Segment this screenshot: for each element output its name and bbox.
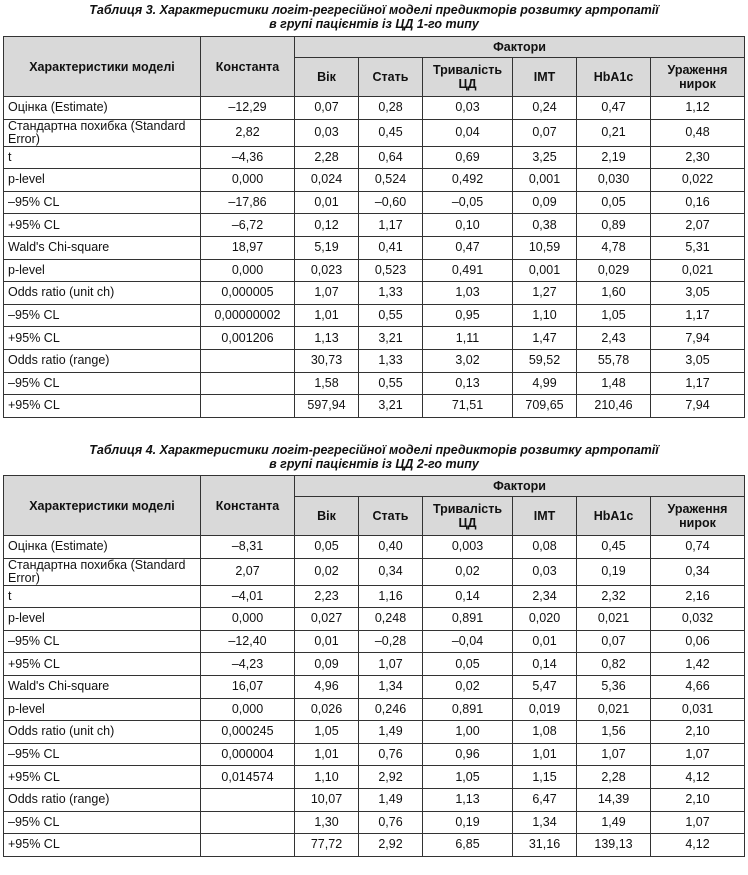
- cell-factor-value: 0,05: [423, 653, 513, 676]
- table-3-caption: [0, 3, 748, 31]
- cell-factor-value: 1,05: [577, 304, 651, 327]
- table-row: [4, 236, 745, 259]
- row-label: Odds ratio (unit ch): [4, 282, 201, 305]
- cell-factor-value: 3,05: [651, 282, 745, 305]
- table-row: [4, 97, 745, 120]
- table-row: [4, 372, 745, 395]
- row-label: Odds ratio (range): [4, 788, 201, 811]
- row-label: Стандартна похибка (Standard Error): [4, 558, 201, 585]
- row-label: Стандартна похибка (Standard Error): [4, 119, 201, 146]
- cell-factor-value: 3,05: [651, 349, 745, 372]
- cell-factor-value: 2,34: [513, 585, 577, 608]
- header-factors: Фактори: [295, 476, 745, 497]
- table-row: [4, 811, 745, 834]
- table-row: [4, 721, 745, 744]
- cell-factor-value: 0,029: [577, 259, 651, 282]
- cell-factor-value: 1,17: [651, 372, 745, 395]
- cell-factor-value: 0,03: [423, 97, 513, 120]
- cell-constant: 0,014574: [201, 766, 295, 789]
- cell-factor-value: 71,51: [423, 395, 513, 418]
- cell-constant: 0,000: [201, 698, 295, 721]
- cell-factor-value: 5,19: [295, 236, 359, 259]
- row-label: +95% CL: [4, 395, 201, 418]
- cell-constant: –8,31: [201, 536, 295, 559]
- cell-constant: [201, 811, 295, 834]
- cell-factor-value: 4,12: [651, 834, 745, 857]
- cell-constant: 16,07: [201, 675, 295, 698]
- row-label: t: [4, 585, 201, 608]
- table-row: [4, 146, 745, 169]
- cell-factor-value: 1,01: [295, 304, 359, 327]
- cell-factor-value: 0,48: [651, 119, 745, 146]
- cell-factor-value: 0,07: [513, 119, 577, 146]
- cell-factor-value: 0,08: [513, 536, 577, 559]
- cell-factor-value: 1,13: [423, 788, 513, 811]
- row-label: –95% CL: [4, 372, 201, 395]
- cell-factor-value: 59,52: [513, 349, 577, 372]
- cell-factor-value: 0,031: [651, 698, 745, 721]
- cell-constant: [201, 788, 295, 811]
- row-label: p-level: [4, 259, 201, 282]
- header-factor-hba1c: HbA1c: [577, 497, 651, 536]
- cell-constant: 0,001206: [201, 327, 295, 350]
- cell-factor-value: 14,39: [577, 788, 651, 811]
- table-row: [4, 214, 745, 237]
- cell-factor-value: 0,16: [651, 191, 745, 214]
- cell-factor-value: 0,024: [295, 169, 359, 192]
- cell-factor-value: 0,891: [423, 698, 513, 721]
- cell-factor-value: 0,19: [423, 811, 513, 834]
- cell-constant: 2,07: [201, 558, 295, 585]
- cell-constant: –4,01: [201, 585, 295, 608]
- cell-factor-value: 4,96: [295, 675, 359, 698]
- cell-constant: 0,000005: [201, 282, 295, 305]
- cell-factor-value: 1,08: [513, 721, 577, 744]
- cell-factor-value: 0,82: [577, 653, 651, 676]
- row-label: p-level: [4, 169, 201, 192]
- cell-factor-value: 1,17: [651, 304, 745, 327]
- row-label: –95% CL: [4, 811, 201, 834]
- table-row: [4, 536, 745, 559]
- cell-factor-value: 77,72: [295, 834, 359, 857]
- header-factor-duration: Тривалість ЦД: [423, 58, 513, 97]
- cell-constant: 0,000: [201, 608, 295, 631]
- cell-factor-value: 1,15: [513, 766, 577, 789]
- cell-factor-value: 1,58: [295, 372, 359, 395]
- cell-factor-value: 0,05: [577, 191, 651, 214]
- table-row: [4, 698, 745, 721]
- cell-factor-value: 0,12: [295, 214, 359, 237]
- table-4-caption-line-2: в групі пацієнтів із ЦД 2-го типу: [269, 457, 479, 471]
- cell-factor-value: 0,019: [513, 698, 577, 721]
- cell-factor-value: 3,02: [423, 349, 513, 372]
- cell-factor-value: 1,60: [577, 282, 651, 305]
- cell-constant: 0,000: [201, 169, 295, 192]
- cell-factor-value: 1,07: [651, 811, 745, 834]
- cell-factor-value: 1,00: [423, 721, 513, 744]
- cell-factor-value: 10,59: [513, 236, 577, 259]
- row-label: p-level: [4, 698, 201, 721]
- cell-factor-value: 1,01: [295, 743, 359, 766]
- cell-factor-value: 0,41: [359, 236, 423, 259]
- cell-factor-value: 2,10: [651, 788, 745, 811]
- cell-factor-value: 1,05: [423, 766, 513, 789]
- cell-factor-value: 0,022: [651, 169, 745, 192]
- cell-factor-value: 139,13: [577, 834, 651, 857]
- cell-factor-value: 1,34: [513, 811, 577, 834]
- table-4-body: [4, 536, 745, 857]
- table-3-body: [4, 97, 745, 418]
- cell-factor-value: 1,49: [359, 788, 423, 811]
- cell-factor-value: 0,023: [295, 259, 359, 282]
- cell-factor-value: 0,026: [295, 698, 359, 721]
- cell-factor-value: 0,34: [359, 558, 423, 585]
- cell-factor-value: 2,16: [651, 585, 745, 608]
- cell-factor-value: 1,10: [295, 766, 359, 789]
- cell-factor-value: 4,12: [651, 766, 745, 789]
- cell-factor-value: 0,95: [423, 304, 513, 327]
- cell-factor-value: 0,21: [577, 119, 651, 146]
- cell-factor-value: 0,030: [577, 169, 651, 192]
- cell-factor-value: 0,021: [651, 259, 745, 282]
- table-row: [4, 282, 745, 305]
- cell-factor-value: 0,01: [295, 191, 359, 214]
- table-row: [4, 259, 745, 282]
- cell-factor-value: 0,64: [359, 146, 423, 169]
- cell-constant: –6,72: [201, 214, 295, 237]
- cell-factor-value: 3,21: [359, 327, 423, 350]
- table-4-caption: [0, 443, 748, 471]
- header-constant: Константа: [201, 37, 295, 97]
- cell-factor-value: 0,76: [359, 743, 423, 766]
- cell-constant: 0,000: [201, 259, 295, 282]
- cell-factor-value: 0,032: [651, 608, 745, 631]
- cell-factor-value: 2,92: [359, 766, 423, 789]
- cell-factor-value: 0,246: [359, 698, 423, 721]
- cell-constant: [201, 395, 295, 418]
- header-factor-age: Вік: [295, 497, 359, 536]
- cell-factor-value: 2,32: [577, 585, 651, 608]
- cell-factor-value: 4,99: [513, 372, 577, 395]
- cell-factor-value: 7,94: [651, 327, 745, 350]
- header-factor-hba1c: HbA1c: [577, 58, 651, 97]
- cell-factor-value: 1,13: [295, 327, 359, 350]
- cell-factor-value: 0,020: [513, 608, 577, 631]
- cell-factor-value: 2,30: [651, 146, 745, 169]
- cell-factor-value: –0,28: [359, 630, 423, 653]
- cell-factor-value: 1,05: [295, 721, 359, 744]
- cell-factor-value: 0,38: [513, 214, 577, 237]
- cell-factor-value: 1,42: [651, 653, 745, 676]
- cell-factor-value: 0,03: [513, 558, 577, 585]
- cell-factor-value: 0,47: [577, 97, 651, 120]
- cell-factor-value: 0,47: [423, 236, 513, 259]
- row-label: p-level: [4, 608, 201, 631]
- table-row: [4, 675, 745, 698]
- cell-factor-value: 0,524: [359, 169, 423, 192]
- cell-factor-value: 3,21: [359, 395, 423, 418]
- table-4-caption-line-1: Таблиця 4. Характеристики логіт-регресійної моделі предикторів розвитку артропатії: [89, 443, 659, 457]
- cell-factor-value: 1,27: [513, 282, 577, 305]
- cell-factor-value: 2,10: [651, 721, 745, 744]
- cell-factor-value: 0,01: [513, 630, 577, 653]
- table-3: [3, 36, 745, 418]
- cell-factor-value: 2,43: [577, 327, 651, 350]
- table-4: [3, 475, 745, 857]
- table-row: [4, 788, 745, 811]
- cell-factor-value: 1,07: [651, 743, 745, 766]
- table-row: [4, 169, 745, 192]
- table-row: [4, 327, 745, 350]
- header-constant: Константа: [201, 476, 295, 536]
- cell-factor-value: 1,11: [423, 327, 513, 350]
- cell-factor-value: 0,001: [513, 169, 577, 192]
- header-factor-sex: Стать: [359, 497, 423, 536]
- cell-factor-value: 1,56: [577, 721, 651, 744]
- cell-factor-value: 0,14: [423, 585, 513, 608]
- cell-factor-value: 2,92: [359, 834, 423, 857]
- cell-factor-value: 2,07: [651, 214, 745, 237]
- header-characteristics: Характеристики моделі: [4, 37, 201, 97]
- cell-constant: [201, 372, 295, 395]
- cell-factor-value: 1,03: [423, 282, 513, 305]
- cell-constant: –4,36: [201, 146, 295, 169]
- cell-factor-value: 1,12: [651, 97, 745, 120]
- table-row: [4, 119, 745, 146]
- header-factors: Фактори: [295, 37, 745, 58]
- cell-constant: –12,29: [201, 97, 295, 120]
- cell-factor-value: 6,85: [423, 834, 513, 857]
- cell-factor-value: 0,89: [577, 214, 651, 237]
- table-row: [4, 304, 745, 327]
- header-factor-bmi: ІМТ: [513, 58, 577, 97]
- row-label: –95% CL: [4, 743, 201, 766]
- cell-factor-value: 2,28: [295, 146, 359, 169]
- row-label: Wald's Chi-square: [4, 236, 201, 259]
- cell-factor-value: 0,09: [295, 653, 359, 676]
- cell-factor-value: 1,17: [359, 214, 423, 237]
- cell-factor-value: 0,34: [651, 558, 745, 585]
- cell-factor-value: 0,003: [423, 536, 513, 559]
- cell-factor-value: 1,49: [359, 721, 423, 744]
- cell-factor-value: –0,60: [359, 191, 423, 214]
- row-label: –95% CL: [4, 304, 201, 327]
- cell-factor-value: 0,76: [359, 811, 423, 834]
- cell-factor-value: 55,78: [577, 349, 651, 372]
- cell-factor-value: 2,28: [577, 766, 651, 789]
- row-label: +95% CL: [4, 214, 201, 237]
- cell-factor-value: 0,28: [359, 97, 423, 120]
- cell-factor-value: 7,94: [651, 395, 745, 418]
- row-label: +95% CL: [4, 834, 201, 857]
- table-3-caption-line-1: Таблиця 3. Характеристики логіт-регресійної моделі предикторів розвитку артропатії: [89, 3, 659, 17]
- cell-factor-value: 3,25: [513, 146, 577, 169]
- table-row: [4, 585, 745, 608]
- cell-factor-value: 0,02: [423, 675, 513, 698]
- row-label: +95% CL: [4, 653, 201, 676]
- cell-factor-value: 0,491: [423, 259, 513, 282]
- cell-factor-value: 0,10: [423, 214, 513, 237]
- table-row: [4, 608, 745, 631]
- row-label: Odds ratio (unit ch): [4, 721, 201, 744]
- cell-factor-value: 0,07: [295, 97, 359, 120]
- cell-factor-value: 30,73: [295, 349, 359, 372]
- cell-factor-value: 0,248: [359, 608, 423, 631]
- cell-factor-value: 709,65: [513, 395, 577, 418]
- cell-factor-value: 0,96: [423, 743, 513, 766]
- cell-factor-value: 1,47: [513, 327, 577, 350]
- cell-factor-value: 31,16: [513, 834, 577, 857]
- cell-factor-value: 6,47: [513, 788, 577, 811]
- row-label: Оцінка (Estimate): [4, 97, 201, 120]
- cell-factor-value: 1,49: [577, 811, 651, 834]
- cell-factor-value: 597,94: [295, 395, 359, 418]
- cell-factor-value: 0,06: [651, 630, 745, 653]
- cell-factor-value: 0,891: [423, 608, 513, 631]
- cell-factor-value: 0,02: [423, 558, 513, 585]
- cell-factor-value: 0,09: [513, 191, 577, 214]
- row-label: +95% CL: [4, 327, 201, 350]
- header-factor-bmi: ІМТ: [513, 497, 577, 536]
- table-row: [4, 834, 745, 857]
- table-row: [4, 653, 745, 676]
- header-factor-kidney: Ураження нирок: [651, 497, 745, 536]
- cell-factor-value: 1,07: [577, 743, 651, 766]
- cell-factor-value: 0,021: [577, 698, 651, 721]
- table-row: [4, 630, 745, 653]
- header-factor-kidney: Ураження нирок: [651, 58, 745, 97]
- cell-factor-value: 0,001: [513, 259, 577, 282]
- row-label: t: [4, 146, 201, 169]
- cell-factor-value: 4,78: [577, 236, 651, 259]
- cell-factor-value: 0,40: [359, 536, 423, 559]
- cell-factor-value: 0,45: [577, 536, 651, 559]
- row-label: Odds ratio (range): [4, 349, 201, 372]
- cell-factor-value: 0,07: [577, 630, 651, 653]
- cell-factor-value: 0,24: [513, 97, 577, 120]
- cell-factor-value: –0,05: [423, 191, 513, 214]
- cell-factor-value: 0,04: [423, 119, 513, 146]
- cell-factor-value: 0,74: [651, 536, 745, 559]
- table-row: [4, 349, 745, 372]
- cell-factor-value: 1,34: [359, 675, 423, 698]
- cell-constant: 0,000004: [201, 743, 295, 766]
- cell-constant: 2,82: [201, 119, 295, 146]
- cell-factor-value: 1,07: [359, 653, 423, 676]
- cell-constant: –4,23: [201, 653, 295, 676]
- cell-constant: –12,40: [201, 630, 295, 653]
- cell-factor-value: 0,55: [359, 372, 423, 395]
- header-factor-age: Вік: [295, 58, 359, 97]
- cell-factor-value: 5,31: [651, 236, 745, 259]
- row-label: Оцінка (Estimate): [4, 536, 201, 559]
- cell-factor-value: 1,33: [359, 349, 423, 372]
- cell-factor-value: 0,021: [577, 608, 651, 631]
- cell-factor-value: 0,69: [423, 146, 513, 169]
- row-label: Wald's Chi-square: [4, 675, 201, 698]
- cell-factor-value: 2,23: [295, 585, 359, 608]
- table-row: [4, 191, 745, 214]
- cell-constant: 0,00000002: [201, 304, 295, 327]
- table-row: [4, 766, 745, 789]
- table-row: [4, 395, 745, 418]
- cell-factor-value: 0,027: [295, 608, 359, 631]
- cell-factor-value: 0,02: [295, 558, 359, 585]
- cell-constant: [201, 349, 295, 372]
- cell-factor-value: 1,48: [577, 372, 651, 395]
- table-3-caption-line-2: в групі пацієнтів із ЦД 1-го типу: [269, 17, 479, 31]
- cell-constant: –17,86: [201, 191, 295, 214]
- cell-factor-value: 1,30: [295, 811, 359, 834]
- cell-factor-value: 0,45: [359, 119, 423, 146]
- table-row: [4, 743, 745, 766]
- row-label: –95% CL: [4, 630, 201, 653]
- cell-factor-value: 210,46: [577, 395, 651, 418]
- row-label: –95% CL: [4, 191, 201, 214]
- cell-factor-value: 0,14: [513, 653, 577, 676]
- cell-factor-value: 1,01: [513, 743, 577, 766]
- cell-factor-value: 0,13: [423, 372, 513, 395]
- cell-factor-value: 0,01: [295, 630, 359, 653]
- cell-constant: 18,97: [201, 236, 295, 259]
- cell-factor-value: 0,19: [577, 558, 651, 585]
- table-row: [4, 558, 745, 585]
- cell-factor-value: 2,19: [577, 146, 651, 169]
- header-factor-duration: Тривалість ЦД: [423, 497, 513, 536]
- cell-factor-value: 5,47: [513, 675, 577, 698]
- cell-factor-value: 5,36: [577, 675, 651, 698]
- cell-factor-value: 1,33: [359, 282, 423, 305]
- cell-factor-value: 1,16: [359, 585, 423, 608]
- header-characteristics: Характеристики моделі: [4, 476, 201, 536]
- cell-factor-value: 4,66: [651, 675, 745, 698]
- cell-constant: [201, 834, 295, 857]
- cell-factor-value: 0,492: [423, 169, 513, 192]
- cell-factor-value: 0,05: [295, 536, 359, 559]
- cell-constant: 0,000245: [201, 721, 295, 744]
- cell-factor-value: 0,55: [359, 304, 423, 327]
- cell-factor-value: 0,03: [295, 119, 359, 146]
- header-factor-sex: Стать: [359, 58, 423, 97]
- cell-factor-value: 0,523: [359, 259, 423, 282]
- cell-factor-value: 10,07: [295, 788, 359, 811]
- cell-factor-value: 1,07: [295, 282, 359, 305]
- cell-factor-value: 1,10: [513, 304, 577, 327]
- cell-factor-value: –0,04: [423, 630, 513, 653]
- row-label: +95% CL: [4, 766, 201, 789]
